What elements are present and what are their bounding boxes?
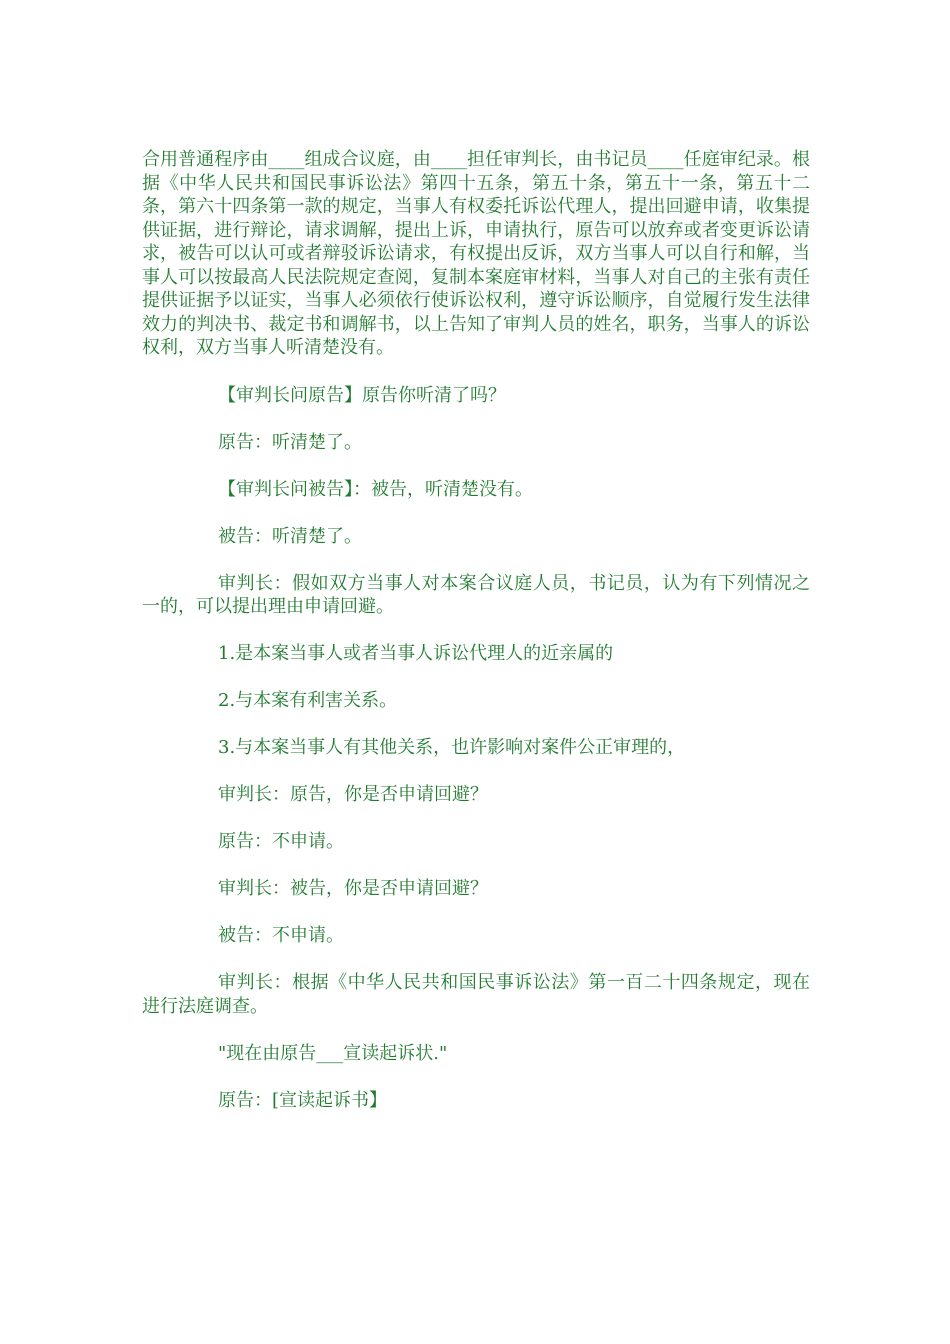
dialogue-line-defendant-no-recusal: 被告：不申请。 <box>218 925 344 946</box>
list-item-recusal-2: 2.与本案有利害关系。 <box>218 690 398 711</box>
intro-paragraph: 合用普通程序由____组成合议庭，由____担任审判长，由书记员____任庭审纪录。根据《中华人民共和国民事诉讼法》第四十五条，第五十条，第五十一条，第五十二条，第六十四条第一款的规定，当事人有权委托诉讼代理人，提出回避申请，收集提供证据，进行辩论，请求调解，提出上诉，申请执行，原告可以放弃或者变更诉讼请求，被告可以认可或者辩驳诉讼请求，有权提出反诉，双方当事人可以自行和解，当事人可以按最高人民法院规定查阅，复制本案庭审材料，当事人对自己的主张有责任提供证据予以证实，当事人必须依行使诉讼权利，遵守诉讼顺序，自觉履行发生法律效力的判决书、裁定书和调解书，以上告知了审判人员的姓名，职务，当事人的诉讼权利，双方当事人听清楚没有。 <box>142 149 810 358</box>
list-item-recusal-3: 3.与本案当事人有其他关系，也许影响对案件公正审理的， <box>218 737 686 758</box>
dialogue-line-plaintiff-reply: 原告：听清楚了。 <box>218 431 362 453</box>
dialogue-line-judge-asks-defendant: 【审判长问被告】：被告，听清楚没有。 <box>218 478 533 500</box>
document-page <box>142 148 810 1136</box>
dialogue-line-judge-asks-plaintiff: 【审判长问原告】原告你听清了吗？ <box>218 384 506 406</box>
dialogue-line-judge-recusal-notice: 审判长：假如双方当事人对本案合议庭人员，书记员，认为有下列情况之一的，可以提出理由申请回避。 <box>142 572 810 617</box>
dialogue-line-plaintiff-reads-complaint: 原告：[宣读起诉书】 <box>218 1089 388 1111</box>
dialogue-line-read-complaint-instruction: "现在由原告___宣读起诉状." <box>218 1042 448 1064</box>
dialogue-line-defendant-reply: 被告：听清楚了。 <box>218 525 362 547</box>
dialogue-line-judge-asks-defendant-recusal: 审判长：被告，你是否申请回避？ <box>218 878 488 899</box>
dialogue-line-judge-court-investigation: 审判长：根据《中华人民共和国民事诉讼法》第一百二十四条规定，现在进行法庭调查。 <box>142 972 810 1017</box>
dialogue-line-plaintiff-no-recusal: 原告：不申请。 <box>218 831 344 852</box>
dialogue-line-judge-asks-plaintiff-recusal: 审判长：原告，你是否申请回避？ <box>218 784 488 805</box>
list-item-recusal-1: 1.是本案当事人或者当事人诉讼代理人的近亲属的 <box>218 643 614 664</box>
